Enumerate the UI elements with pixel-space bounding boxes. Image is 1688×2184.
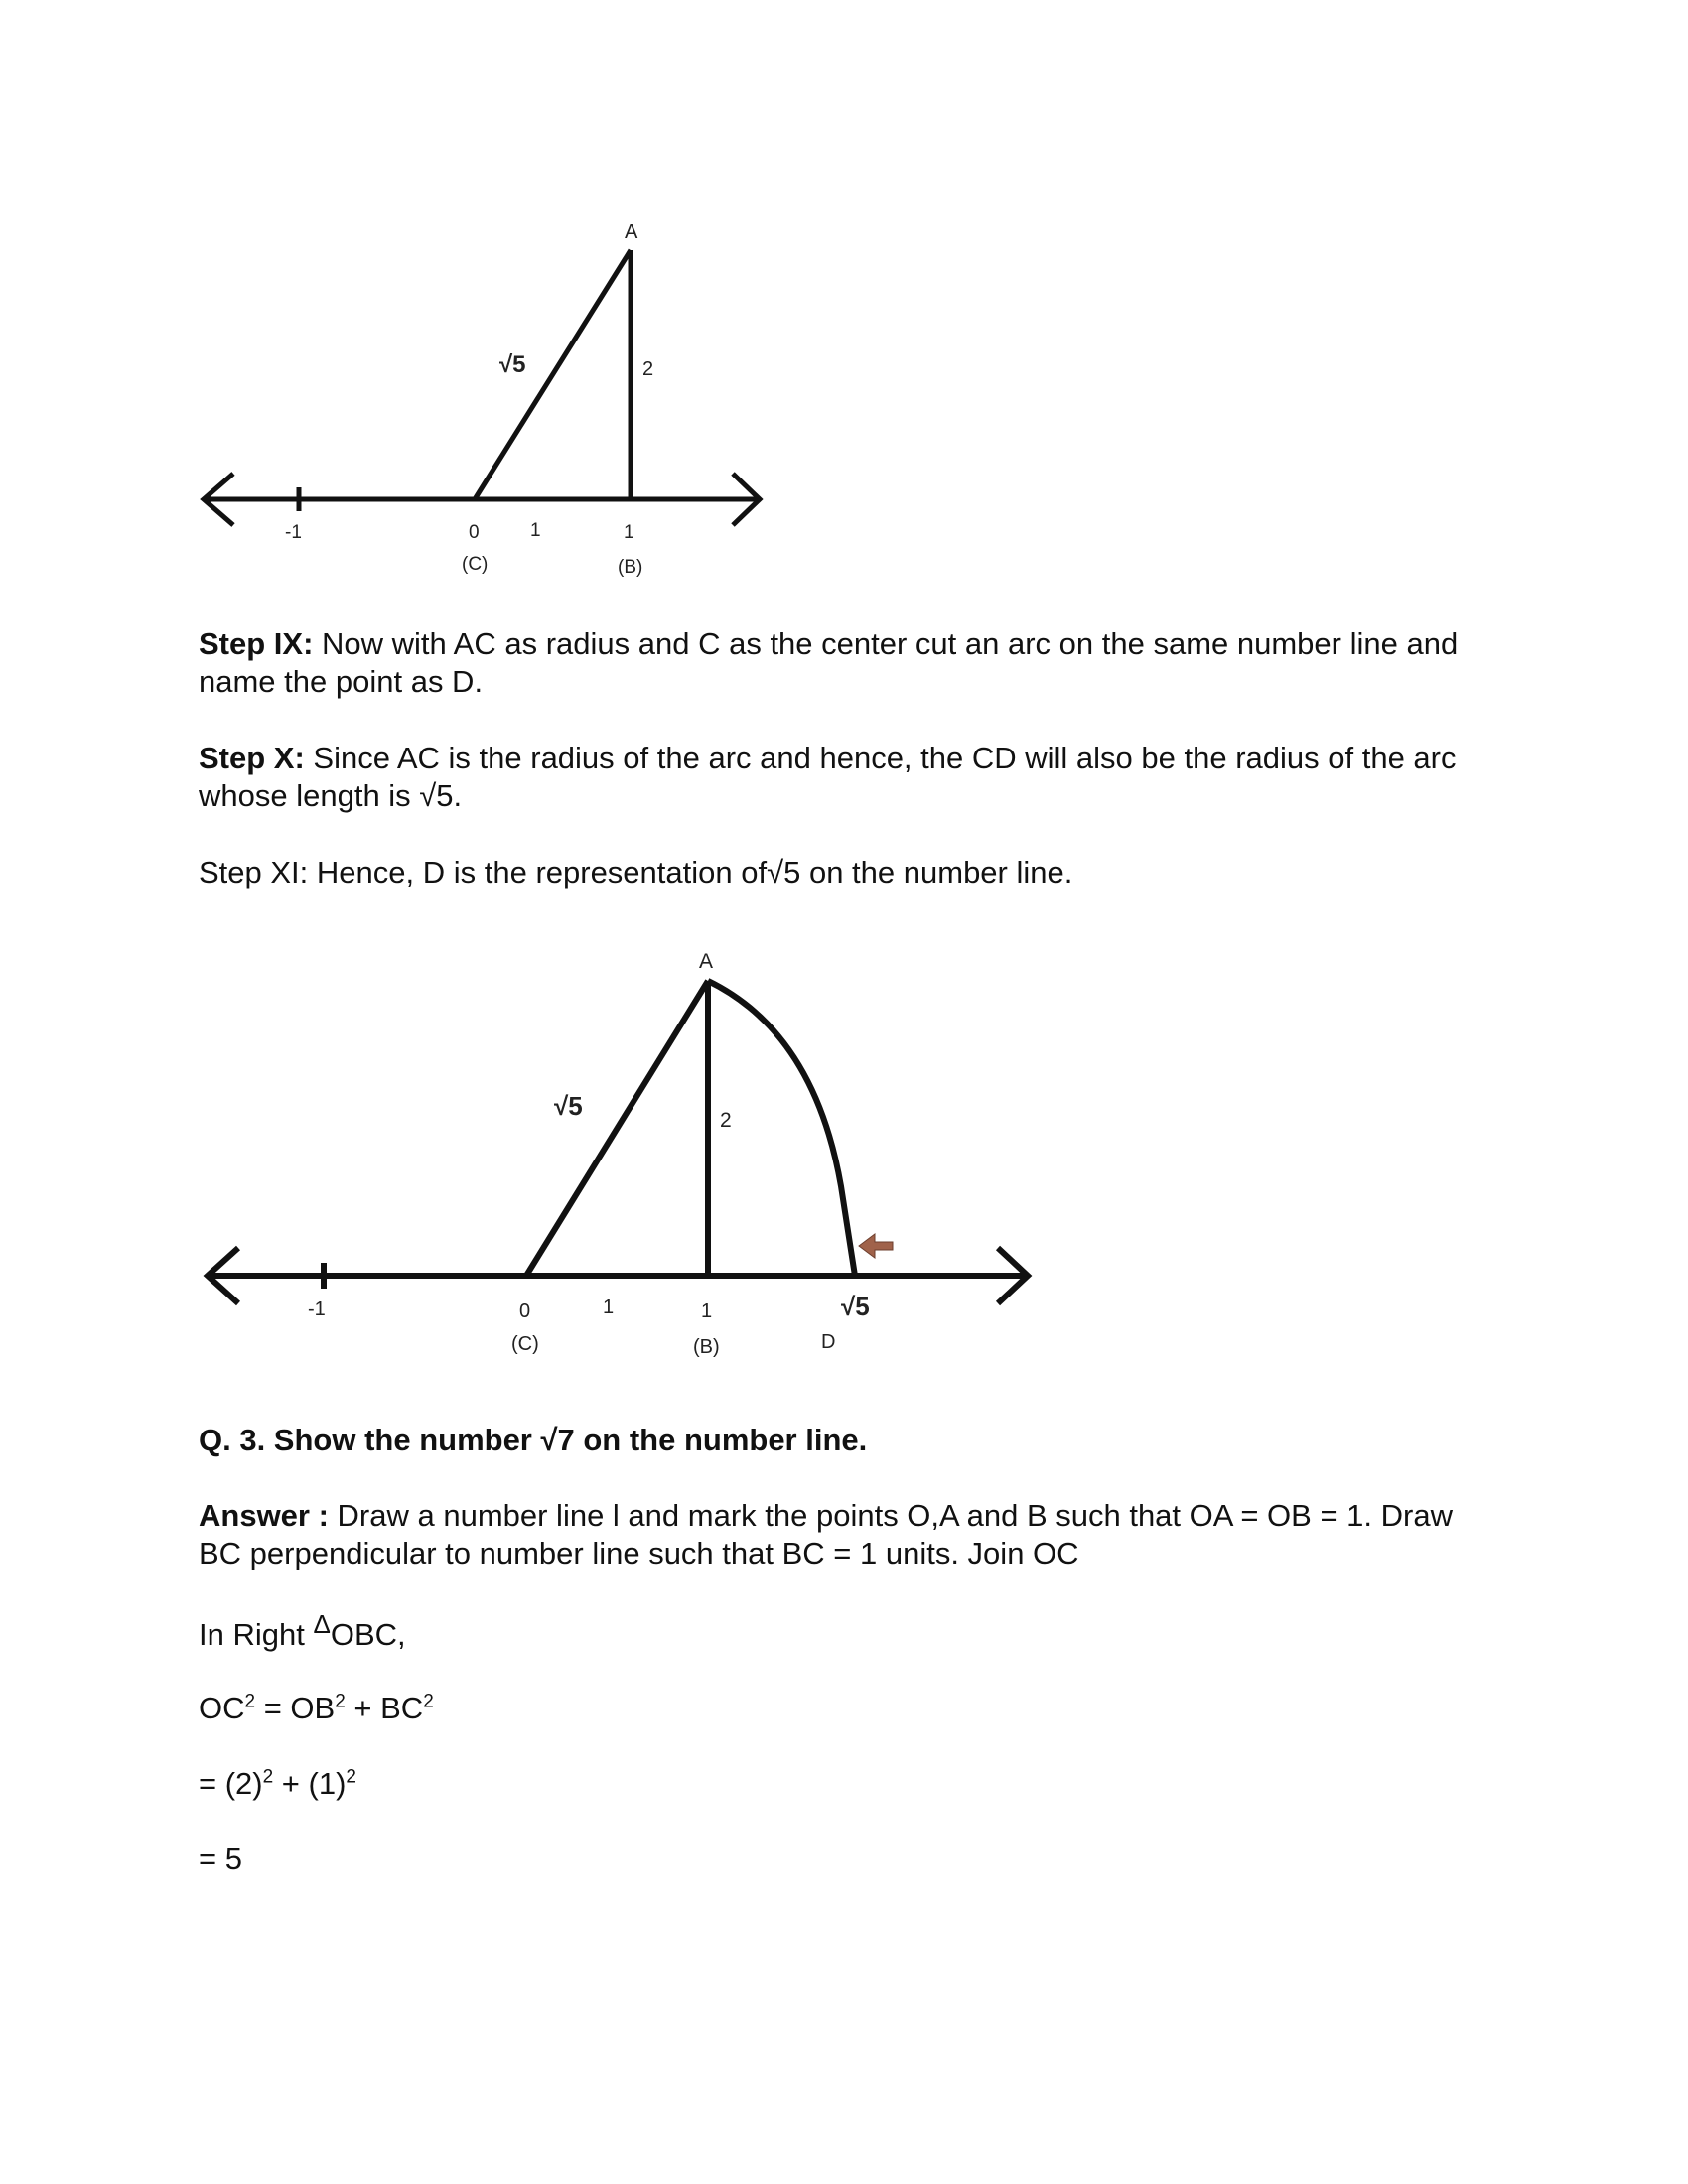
answer bbox=[199, 1497, 1489, 1572]
tick-label-zero: 0 bbox=[469, 522, 480, 543]
tick-label-minus-one: -1 bbox=[285, 522, 302, 543]
eq1-oc: OC bbox=[199, 1691, 245, 1725]
eq1-bc: + BC bbox=[345, 1691, 424, 1725]
hypotenuse-ac bbox=[475, 250, 631, 499]
tick-label-one: 1 bbox=[701, 1300, 713, 1322]
step-ix bbox=[199, 625, 1489, 701]
exponent: 2 bbox=[262, 1766, 274, 1788]
step-x bbox=[199, 740, 1489, 815]
answer-text: Draw a number line l and mark the points O,A and B such that OA = OB = 1. Draw BC perpendicular to number line such that BC = 1 units. Join OC bbox=[199, 1498, 1453, 1570]
step-ix-text: Now with AC as radius and C as the center cut an arc on the same number line and name the point as D. bbox=[199, 626, 1459, 699]
step-xi bbox=[199, 854, 1489, 891]
label-side: 2 bbox=[720, 1109, 732, 1132]
right-triangle-line bbox=[199, 1609, 1489, 1655]
hypotenuse-ac bbox=[526, 981, 708, 1276]
step-x-label: Step X: bbox=[199, 741, 305, 775]
eq2-first: = (2) bbox=[199, 1766, 263, 1801]
eq2-second: + (1) bbox=[273, 1766, 347, 1801]
label-hypotenuse: √5 bbox=[499, 351, 526, 378]
exponent: 2 bbox=[423, 1691, 434, 1712]
figure-triangle-number-line bbox=[194, 208, 789, 606]
pointer-arrow-icon bbox=[859, 1234, 893, 1258]
unit-label: 1 bbox=[530, 520, 541, 541]
question-3-text: Q. 3. Show the number √7 on the number line. bbox=[199, 1423, 868, 1457]
equation-1 bbox=[199, 1690, 1489, 1727]
label-a: A bbox=[625, 221, 638, 243]
label-c: (C) bbox=[511, 1333, 539, 1355]
equation-3 bbox=[199, 1841, 1489, 1878]
tick-label-minus-one: -1 bbox=[308, 1298, 326, 1320]
equation-2 bbox=[199, 1765, 1489, 1803]
tick-label-one: 1 bbox=[624, 522, 634, 543]
step-xi-text: Step XI: Hence, D is the representation of√5 on the number line. bbox=[199, 855, 1073, 889]
label-d-value: √5 bbox=[841, 1292, 870, 1321]
exponent: 2 bbox=[346, 1766, 356, 1788]
step-x-text: Since AC is the radius of the arc and hence, the CD will also be the radius of the arc whose length is √5. bbox=[199, 741, 1457, 813]
exponent: 2 bbox=[335, 1691, 346, 1712]
label-c: (C) bbox=[462, 554, 489, 575]
eq1-ob: = OB bbox=[255, 1691, 336, 1725]
eq3-result: = 5 bbox=[199, 1842, 242, 1876]
tick-label-zero: 0 bbox=[519, 1300, 531, 1322]
label-d: D bbox=[821, 1331, 836, 1353]
label-b: (B) bbox=[693, 1336, 720, 1358]
step-ix-label: Step IX: bbox=[199, 626, 314, 661]
exponent: 2 bbox=[244, 1691, 256, 1712]
triangle-symbol: Δ bbox=[313, 1609, 331, 1639]
label-b: (B) bbox=[618, 557, 643, 578]
unit-label: 1 bbox=[603, 1297, 615, 1318]
answer-label: Answer : bbox=[199, 1498, 329, 1533]
label-hypotenuse: √5 bbox=[554, 1091, 583, 1121]
right-prefix: In Right bbox=[199, 1617, 314, 1652]
label-a: A bbox=[699, 950, 714, 973]
figure-arc-number-line bbox=[194, 938, 1067, 1385]
right-suffix: OBC, bbox=[330, 1617, 406, 1652]
question-3 bbox=[199, 1422, 1489, 1459]
label-side: 2 bbox=[642, 358, 654, 380]
